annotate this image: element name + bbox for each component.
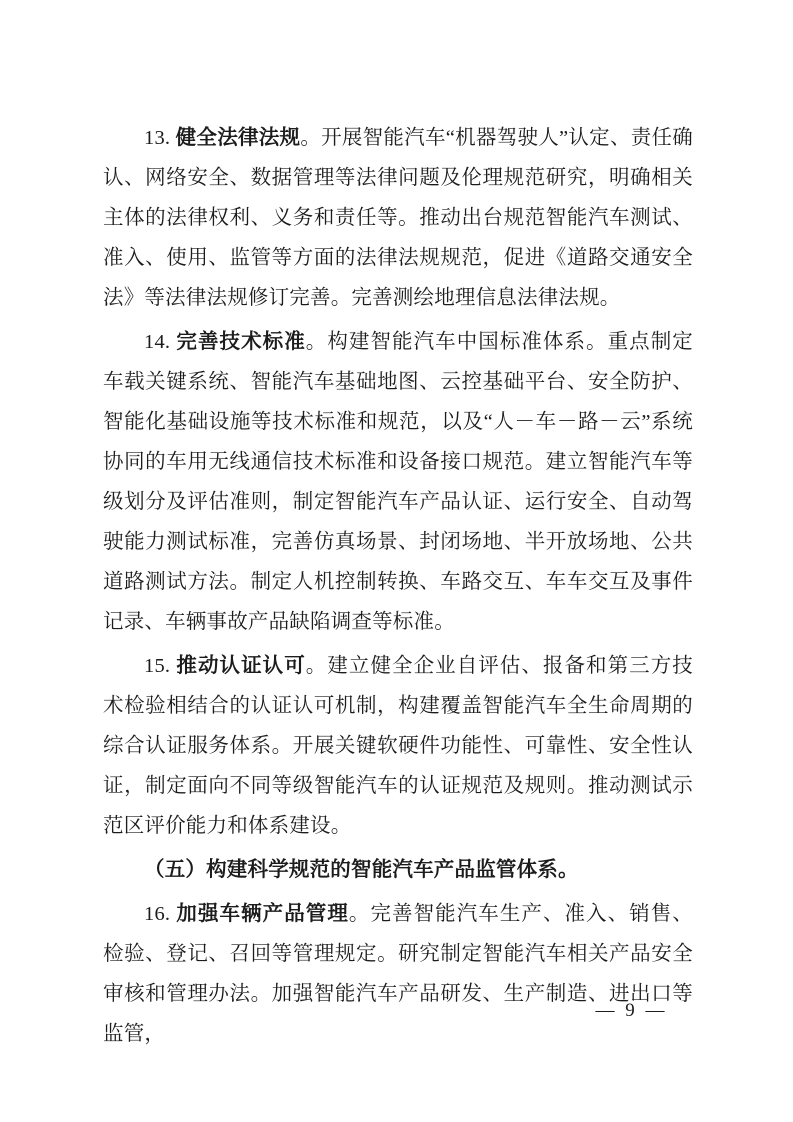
item-number: 13. [144, 127, 171, 149]
item-heading: 健全法律法规 [175, 127, 301, 149]
item-number: 16. [144, 903, 171, 925]
item-heading: 完善技术标准 [176, 331, 306, 353]
paragraph-item-13 [103, 118, 693, 318]
document-body [103, 118, 693, 1058]
item-body: 。完善智能汽车生产、准入、销售、检验、登记、召回等管理规定。研究制定智能汽车相关产品安全审核和管理办法。加强智能汽车产品研发、生产制造、进出口等监管， [103, 903, 693, 1045]
paragraph-item-16 [103, 894, 693, 1054]
item-number: 14. [144, 331, 171, 353]
paragraph-section-five [103, 850, 693, 890]
page-footer [0, 1000, 793, 1022]
item-heading: 加强车辆产品管理 [176, 903, 349, 925]
item-number: 15. [144, 655, 171, 677]
page-number: — 9 — [595, 1000, 668, 1021]
section-heading: （五）构建科学规范的智能汽车产品监管体系。 [144, 859, 579, 881]
item-heading: 推动认证认可 [176, 655, 306, 677]
item-body: 。构建智能汽车中国标准体系。重点制定车载关键系统、智能汽车基础地图、云控基础平台、安全防护、智能化基础设施等技术标准和规范，以及“人－车－路－云”系统协同的车用无线通信技术标准和设备接口规范。建立智能汽车等级划分及评估准则，制定智能汽车产品认证、运行安全、自动驾驶能力测试标准，完善仿真场景、封闭场地、半开放场地、公共道路测试方法。制定人机控制转换、车路交互、车车交互及事件记录、车辆事故产品缺陷调查等标准。 [103, 331, 693, 633]
item-body: 。开展智能汽车“机器驾驶人”认定、责任确认、网络安全、数据管理等法律问题及伦理规范研究，明确相关主体的法律权利、义务和责任等。推动出台规范智能汽车测试、准入、使用、监管等方面的法律法规规范，促进《道路交通安全法》等法律法规修订完善。完善测绘地理信息法律法规。 [103, 127, 693, 309]
paragraph-item-14 [103, 322, 693, 642]
item-body: 。建立健全企业自评估、报备和第三方技术检验相结合的认证认可机制，构建覆盖智能汽车全生命周期的综合认证服务体系。开展关键软硬件功能性、可靠性、安全性认证，制定面向不同等级智能汽车的认证规范及规则。推动测试示范区评价能力和体系建设。 [103, 655, 693, 837]
paragraph-item-15 [103, 646, 693, 846]
